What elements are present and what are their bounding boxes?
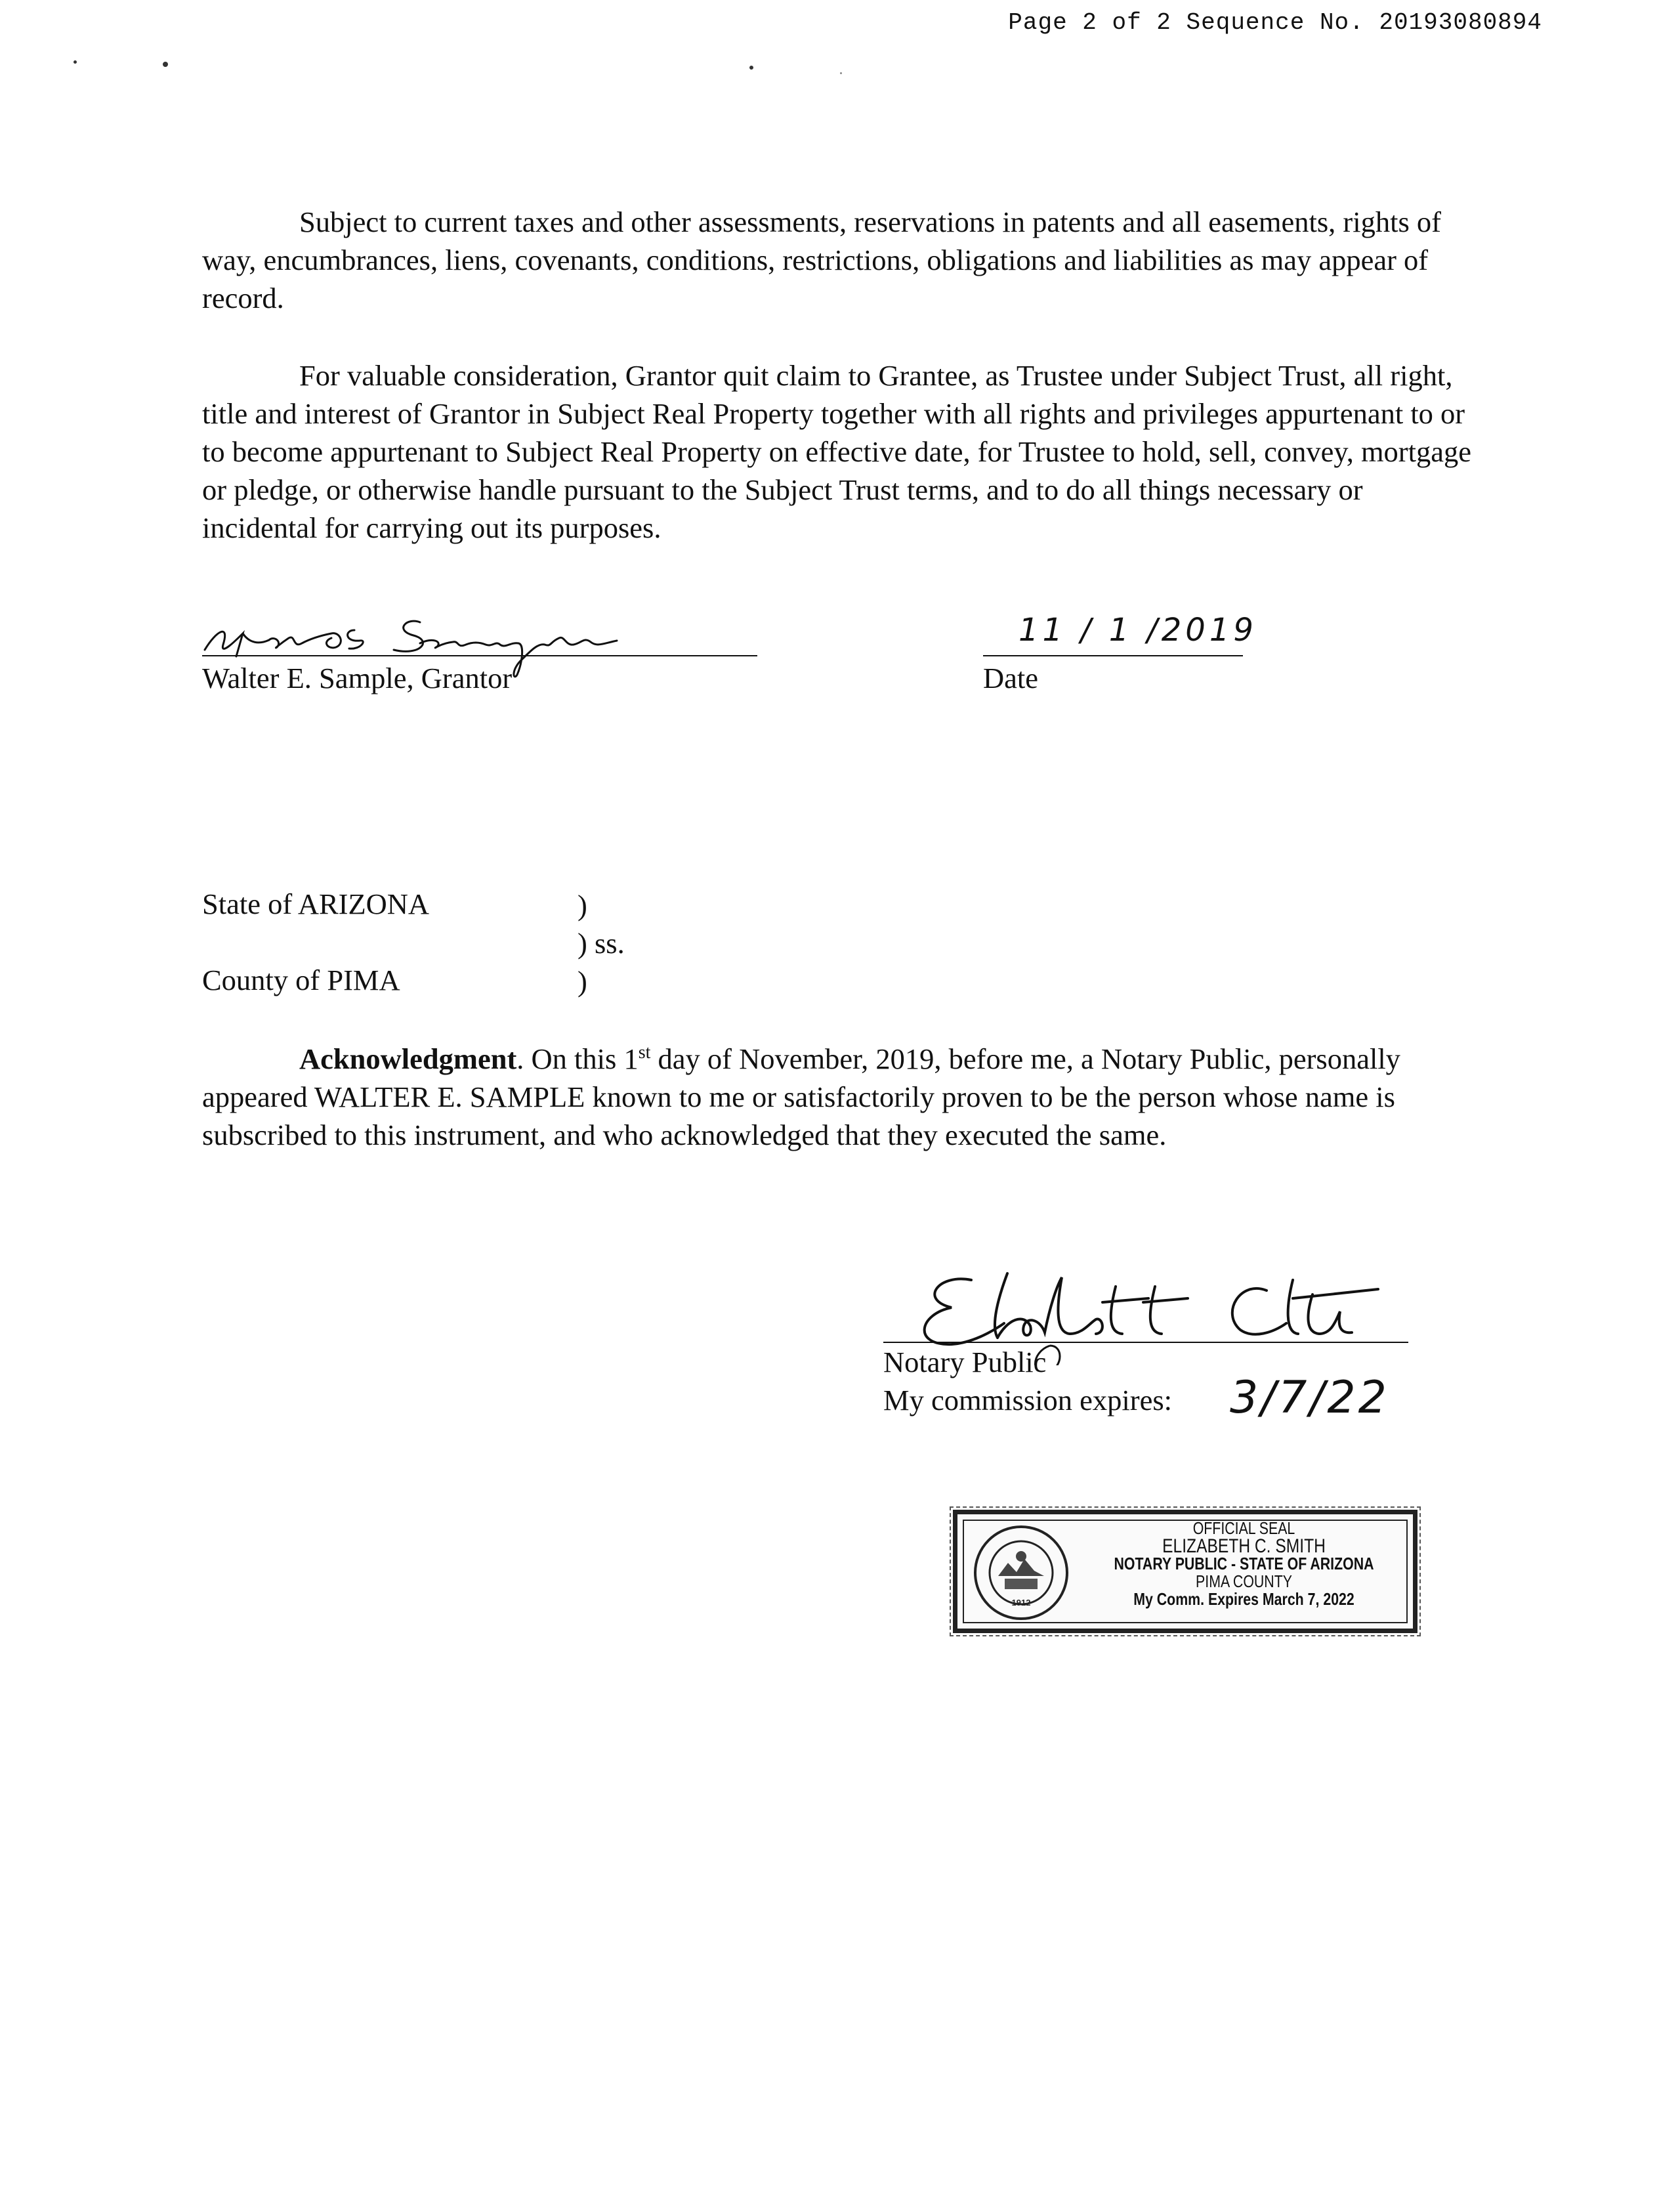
seal-notary-state: NOTARY PUBLIC - STATE OF ARIZONA bbox=[1114, 1554, 1374, 1573]
venue-paren-ss: ) ss. bbox=[578, 927, 625, 960]
seal-county: PIMA COUNTY bbox=[1196, 1571, 1292, 1591]
scan-speck bbox=[840, 72, 842, 74]
date-line bbox=[983, 655, 1243, 656]
grantor-label: Walter E. Sample, Grantor bbox=[202, 662, 513, 694]
seal-official-seal: OFFICIAL SEAL bbox=[1192, 1518, 1295, 1538]
notary-label: Notary Public bbox=[883, 1346, 1047, 1378]
venue-paren-bottom: ) bbox=[578, 965, 587, 998]
grantor-date-handwritten: 11 / 1 /2019 bbox=[1018, 612, 1257, 649]
paragraph-subject-to: Subject to current taxes and other assessments, reservations in patents and all easements, rights of way, encumbrances, liens, covenants, conditions, restrictions, obligations and liabilities as may appear of record. bbox=[202, 205, 1441, 314]
svg-text:1912: 1912 bbox=[1011, 1598, 1031, 1608]
notary-seal-stamp bbox=[953, 1510, 1418, 1633]
commission-expires-label: My commission expires: bbox=[883, 1384, 1173, 1417]
scan-speck bbox=[163, 62, 168, 67]
seal-commission-expiry: My Comm. Expires March 7, 2022 bbox=[1133, 1589, 1354, 1609]
venue-state: State of ARIZONA bbox=[202, 887, 430, 920]
grantor-signature-line bbox=[202, 655, 757, 656]
scan-speck bbox=[749, 66, 753, 70]
commission-expires-handwritten: 3/7/22 bbox=[1230, 1372, 1389, 1424]
date-label: Date bbox=[983, 662, 1039, 694]
venue-county: County of PIMA bbox=[202, 964, 400, 996]
venue-paren-top: ) bbox=[578, 889, 587, 922]
acknowledgment-heading: Acknowledgment bbox=[299, 1042, 517, 1075]
arizona-state-seal-icon bbox=[972, 1524, 1070, 1622]
seal-notary-name: ELIZABETH C. SMITH bbox=[1162, 1535, 1326, 1557]
seal-text-block bbox=[1114, 1520, 1374, 1608]
acknowledgment-paragraph: Acknowledgment. On this 1st day of November, 2019, before me, a Notary Public, personally appeared WALTER E. SAMPLE known to me or satisfactorily proven to be the person whose name is subscribed to this instrument, and who acknowledged that they executed the same. bbox=[202, 1042, 1400, 1151]
page-sequence-header: Page 2 of 2 Sequence No. 20193080894 bbox=[1008, 9, 1542, 36]
paragraph-conveyance: For valuable consideration, Grantor quit claim to Grantee, as Trustee under Subject Trust, all right, title and interest of Grantor in Subject Real Property together with all rights and privileges appurtenant to or to become appurtenant to Subject Real Property on effective date, for Trustee to hold, sell, convey, mortgage or pledge, or otherwise handle pursuant to the Subject Trust terms, and to do all things necessary or incidental for carrying out its purposes. bbox=[202, 359, 1471, 544]
scan-speck bbox=[74, 60, 77, 64]
